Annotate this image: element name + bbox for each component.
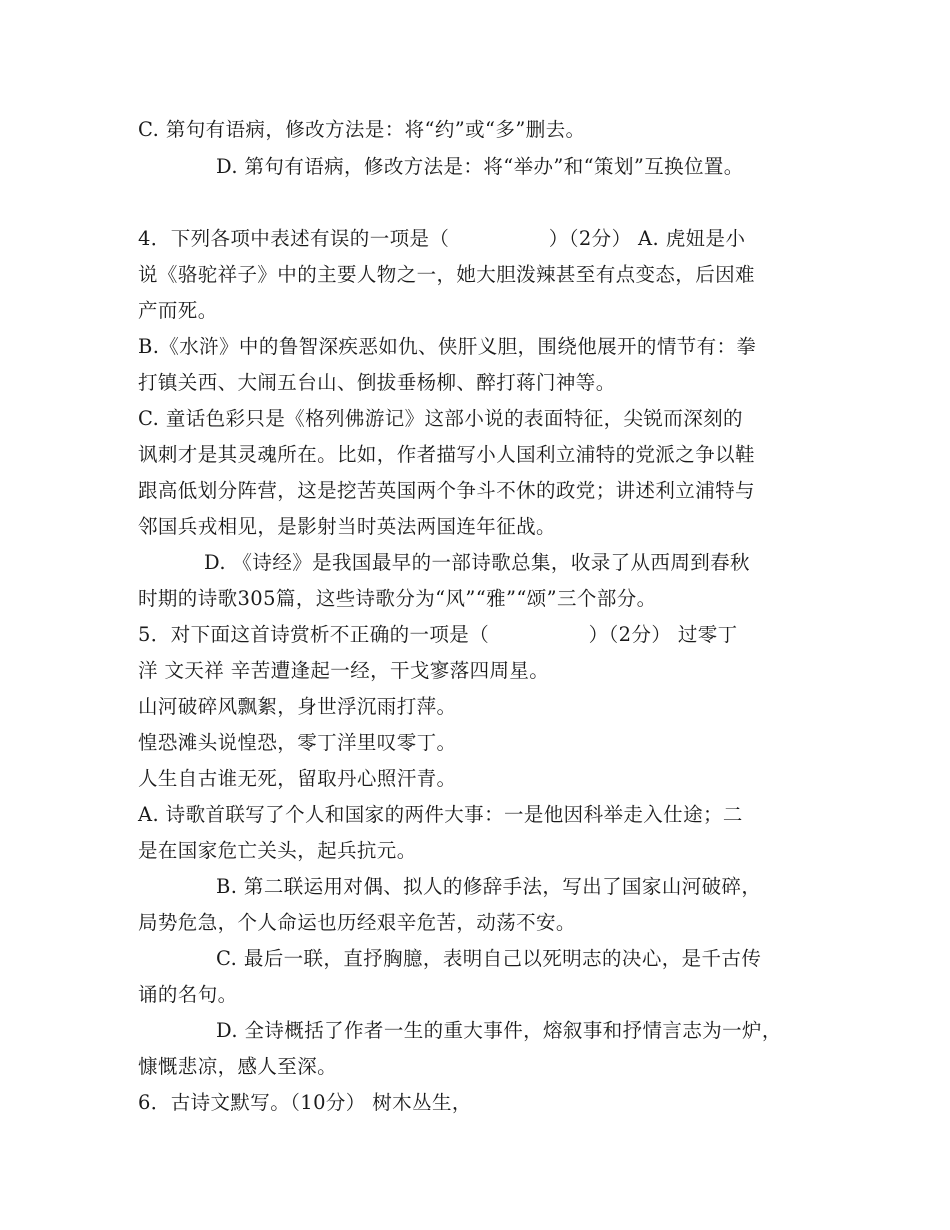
- text-line: 邻国兵戎相见，是影射当时英法两国连年征战。: [138, 515, 556, 538]
- poem-line: 山河破碎风飘絮，身世浮沉雨打萍。: [138, 695, 457, 718]
- text-line: 打镇关西、大闹五台山、倒拔垂杨柳、醉打蒋门神等。: [138, 371, 616, 394]
- text-line: D. 《诗经》是我国最早的一部诗歌总集，收录了从西周到春秋: [204, 551, 750, 574]
- text-line: C. 童话色彩只是《格列佛游记》这部小说的表面特征，尖锐而深刻的: [138, 407, 743, 430]
- text-line: 是在国家危亡关头，起兵抗元。: [138, 839, 417, 862]
- text-line: 慷慨悲凉，感人至深。: [138, 1055, 338, 1078]
- text-line: B.《水浒》中的鲁智深疾恶如仇、侠肝义胆，围绕他展开的情节有：拳: [138, 335, 757, 358]
- text-line: D. 第句有语病，修改方法是：将“举办”和“策划”互换位置。: [216, 155, 744, 178]
- poem-line: 惶恐滩头说惶恐，零丁洋里叹零丁。: [138, 731, 457, 754]
- text-line: 跟高低划分阵营，这是挖苦英国两个争斗不休的政党；讲述利立浦特与: [138, 479, 755, 502]
- text-line: 讽刺才是其灵魂所在。比如，作者描写小人国利立浦特的党派之争以鞋: [138, 443, 755, 466]
- text-line: 局势危急，个人命运也历经艰辛危苦，动荡不安。: [138, 911, 576, 934]
- question-4-stem: 4．下列各项中表述有误的一项是（ ）（2分） A. 虎妞是小: [138, 227, 746, 250]
- text-line: C. 第句有语病，修改方法是：将“约”或“多”删去。: [138, 118, 586, 141]
- text-line: 诵的名句。: [138, 983, 238, 1006]
- text-line: 时期的诗歌305篇，这些诗歌分为“风”“雅”“颂”三个部分。: [138, 587, 657, 610]
- text-line: 洋 文天祥 辛苦遭逢起一经，干戈寥落四周星。: [138, 659, 550, 682]
- question-6-stem: 6．古诗文默写。（10分） 树木丛生，: [138, 1091, 472, 1114]
- text-line: 说《骆驼祥子》中的主要人物之一，她大胆泼辣甚至有点变态，后因难: [138, 263, 755, 286]
- text-line: 产而死。: [138, 299, 218, 322]
- text-line: D. 全诗概括了作者一生的重大事件，熔叙事和抒情言志为一炉，: [216, 1019, 782, 1042]
- poem-line: 人生自古谁无死，留取丹心照汗青。: [138, 767, 457, 790]
- question-5-stem: 5．对下面这首诗赏析不正确的一项是（ ）（2分） 过零丁: [138, 623, 738, 646]
- text-line: A. 诗歌首联写了个人和国家的两件大事：一是他因科举走入仕途；二: [138, 803, 743, 826]
- text-line: B. 第二联运用对偶、拟人的修辞手法，写出了国家山河破碎，: [216, 875, 762, 898]
- text-line: C. 最后一联，直抒胸臆，表明自己以死明志的决心，是千古传: [216, 947, 762, 970]
